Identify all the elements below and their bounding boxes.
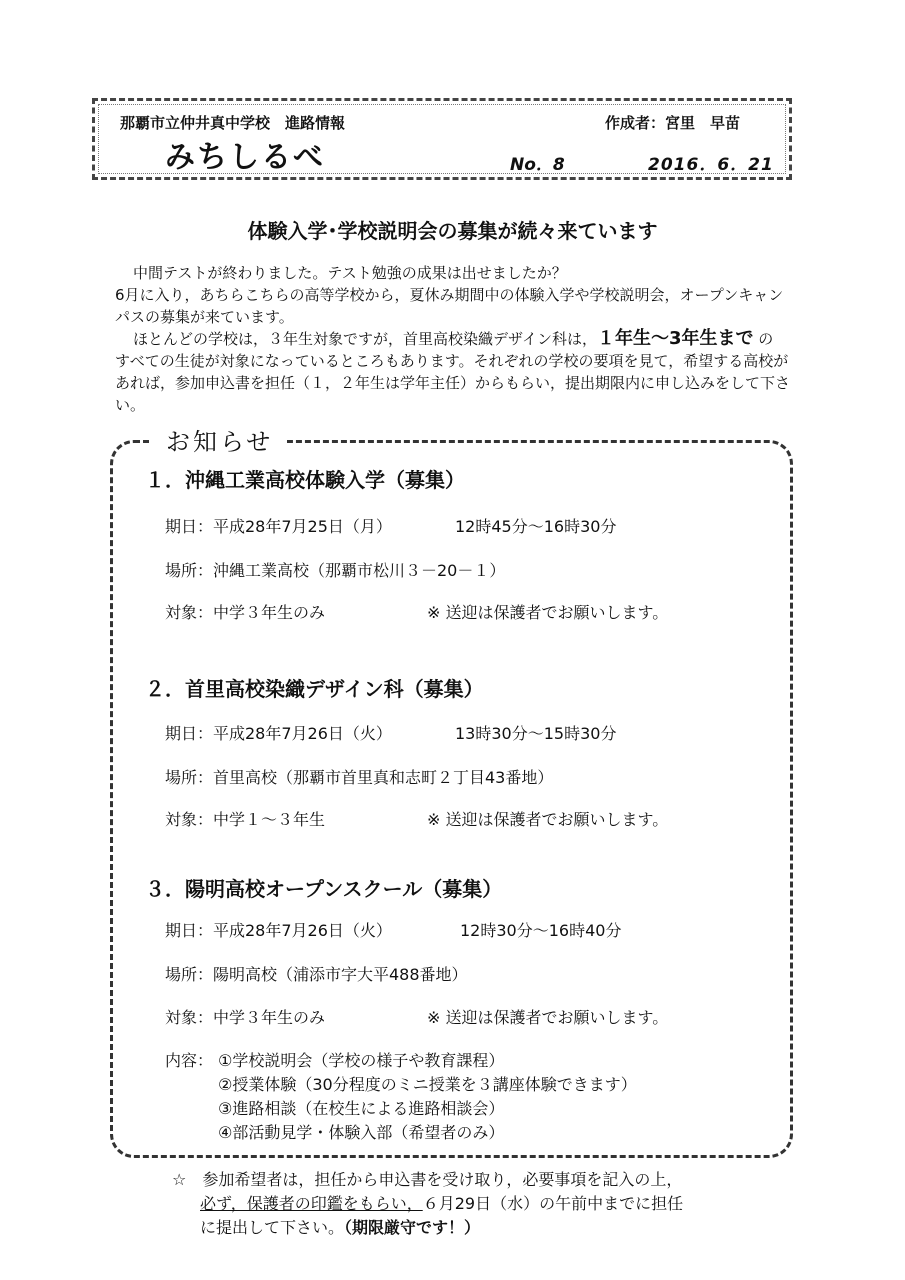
footer-line [172, 1192, 683, 1216]
section-date-row [165, 918, 622, 941]
footer-note [172, 1168, 683, 1240]
intro-line: すべての生徒が対象になっているところもあります。それぞれの学校の要項を見て，希望する高校が [115, 352, 789, 370]
section-note: ※ 送迎は保護者でお願いします。 [427, 603, 669, 622]
intro-line: 中間テストが終わりました。テスト勉強の成果は出せましたか？ [133, 264, 567, 282]
section-title: ２．首里高校染織デザイン科（募集） [145, 677, 484, 701]
section-date: 期日：平成28年7月26日（火） [165, 921, 392, 940]
section-target-row [165, 1005, 669, 1028]
section-target: 対象：中学３年生のみ [165, 603, 326, 622]
content-item: ③進路相談（在校生による進路相談会） [218, 1099, 505, 1118]
section-target: 対象：中学１～３年生 [165, 810, 326, 829]
headline: 体験入学･学校説明会の募集が続々来ています [247, 219, 658, 243]
intro-text: の [758, 330, 774, 348]
section-time: 13時30分～15時30分 [455, 724, 617, 743]
intro-emphasis: １年生～3年生まで [596, 328, 754, 349]
intro-paragraph [115, 262, 838, 416]
section-title: １．沖縄工業高校体験入学（募集） [145, 468, 465, 492]
section-date-row [165, 514, 617, 537]
deadline-strict: （期限厳守です！） [344, 1218, 481, 1237]
section-place: 場所：首里高校（那覇市首里真和志町２丁目43番地） [165, 768, 554, 787]
section-note: ※ 送迎は保護者でお願いします。 [427, 810, 669, 829]
section-date: 期日：平成28年7月26日（火） [165, 724, 392, 743]
issue-number: No．8 [510, 155, 565, 175]
section-time: 12時30分～16時40分 [460, 921, 622, 940]
issue-date: 2016．6．21 [648, 155, 774, 175]
section-place: 場所：陽明高校（浦添市字大平488番地） [165, 965, 468, 984]
section-content-label: 内容： [165, 1051, 214, 1070]
intro-line [118, 328, 838, 350]
intro-line: い。 [115, 396, 146, 414]
footer-line [172, 1216, 683, 1240]
section-date-row [165, 721, 617, 744]
section-target-row [165, 807, 669, 830]
intro-text: ほとんどの学校は，３年生対象ですが，首里高校染織デザイン科は， [133, 330, 597, 348]
content-item: ①学校説明会（学校の様子や教育課程） [218, 1051, 505, 1070]
section-place: 場所：沖縄工業高校（那覇市松川３－20－１） [165, 561, 506, 580]
content-item: ④部活動見学・体験入部（希望者のみ） [218, 1123, 505, 1142]
school-name: 那覇市立仲井真中学校 進路情報 [120, 114, 346, 132]
intro-line: あれば，参加申込書を担任（１，２年生は学年主任）からもらい，提出期限内に申し込みをして下さ [115, 374, 791, 392]
author-name: 作成者：宮里 早苗 [605, 114, 741, 132]
section-title: ３．陽明高校オープンスクール（募集） [145, 877, 503, 901]
intro-line: パスの募集が来ています。 [115, 308, 294, 326]
section-date: 期日：平成28年7月25日（月） [165, 517, 392, 536]
section-target: 対象：中学３年生のみ [165, 1008, 326, 1027]
intro-line: 6月に入り，あちらこちらの高等学校から，夏休み期間中の体験入学や学校説明会，オープンキャン [115, 286, 784, 304]
footer-text: に提出して下さい。 [200, 1218, 345, 1237]
newsletter-title: みちしるべ [165, 140, 325, 175]
footer-text: ６月29日（水）の午前中までに担任 [422, 1194, 684, 1213]
footer-underline: 必ず，保護者の印鑑をもらい， [200, 1194, 423, 1213]
section-time: 12時45分～16時30分 [455, 517, 617, 536]
footer-line: ☆ 参加希望者は，担任から申込書を受け取り，必要事項を記入の上， [172, 1170, 683, 1189]
section-target-row [165, 600, 669, 623]
notice-title: お知らせ [152, 422, 287, 457]
section-note: ※ 送迎は保護者でお願いします。 [427, 1008, 669, 1027]
content-item: ②授業体験（30分程度のミニ授業を３講座体験できます） [218, 1075, 637, 1094]
